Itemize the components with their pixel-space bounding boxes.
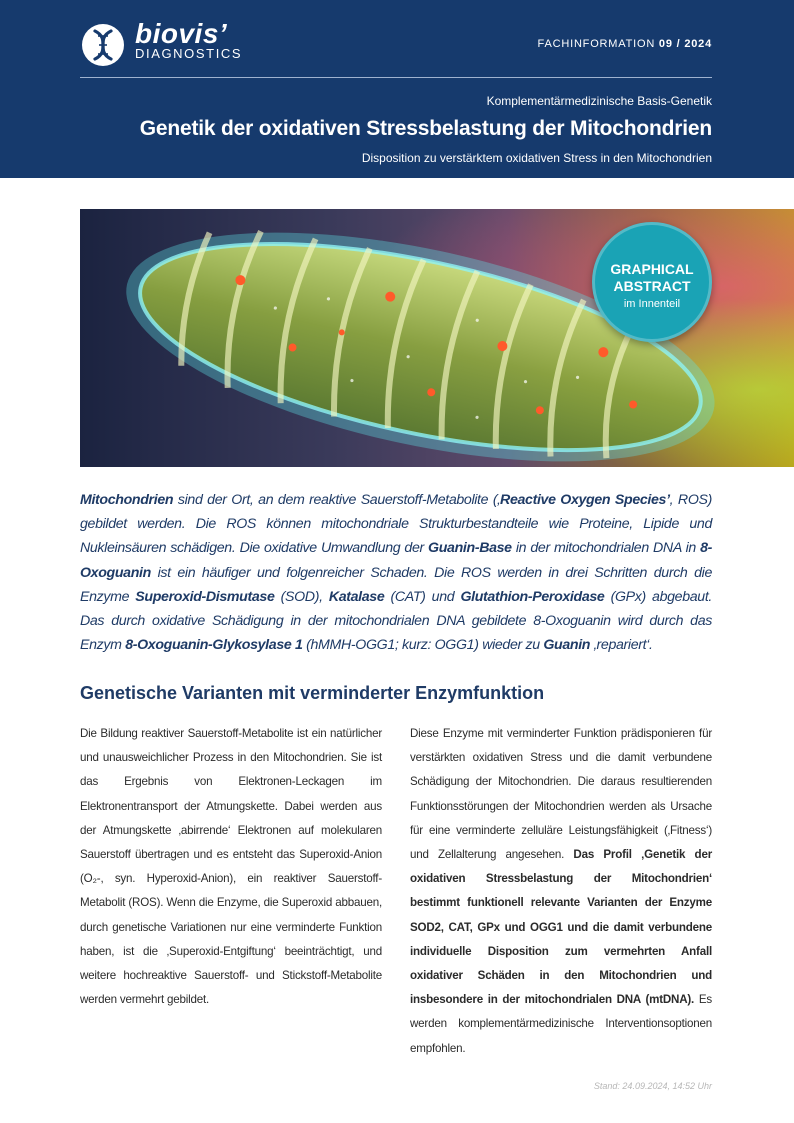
intro-run: ist ein häufiger und folgenreicher Schaden. Die ROS werden in drei Schritten durch die Enzyme xyxy=(80,564,712,605)
intro-run: Katalase xyxy=(328,588,385,605)
kicker: Komplementärmedizinische Basis-Genetik xyxy=(486,94,712,108)
biovis-logo-icon xyxy=(80,22,126,68)
header-divider xyxy=(80,77,712,78)
intro-run: in der mitochondrialen DNA in xyxy=(511,540,701,557)
section-heading: Genetische Varianten mit verminderter Enzymfunktion xyxy=(80,683,545,703)
col_right-run: Es werden komplementärmedizinische Interventionsoptionen empfohlen. xyxy=(410,993,712,1055)
badge-title xyxy=(595,261,709,295)
intro-run: 8-Oxoguanin-Glykosylase 1 xyxy=(125,637,303,654)
badge-line2: ABSTRACT xyxy=(613,278,691,294)
intro-run: Guanin xyxy=(543,637,591,654)
col_right-run: Das Profil ‚Genetik der oxidativen Stressbelastung der Mitochondrien‘ bestimmt funktionell relevante Varianten der Enzyme SOD2, CAT, GPx und OGG1 und die damit verbundene individuelle Disposition zum vermehrten Anfall oxidativer Schäden in den Mitochondrien und insbesondere in der mitochondrialen DNA (mtDNA). xyxy=(410,848,712,1007)
page-title: Genetik der oxidativen Stressbelastung der Mitochondrien xyxy=(139,117,712,140)
intro-run: Glutathion-Peroxidase xyxy=(460,588,605,605)
intro-run: Reactive Oxygen Species’ xyxy=(500,492,670,508)
intro-run: (hMMH-OGG1; kurz: OGG1) wieder zu xyxy=(302,637,544,654)
badge-line1: GRAPHICAL xyxy=(610,261,694,277)
graphical-abstract-badge xyxy=(592,222,712,342)
intro-run: Superoxid-Dismutase xyxy=(135,588,275,605)
fachinformation-label xyxy=(538,38,712,50)
intro-run: sind der Ort, an dem reaktive Sauerstoff-Metabolite (‚ xyxy=(173,492,501,508)
intro-paragraph xyxy=(80,488,712,657)
header-banner xyxy=(0,0,794,178)
intro-run: (SOD), xyxy=(274,588,329,605)
col_right-run: Diese Enzyme mit verminderter Funktion prädisponieren für verstärkten oxidativen Stress und die damit verbundene Schädigung der Mitochondrien. Die daraus resultierenden Funktionsstörungen der Mitochondrien werden als Ursache für eine verminderte zelluläre Leistungsfähigkeit (‚Fitness‘) und Zellalterung angesehen. xyxy=(410,727,712,862)
body-column-left xyxy=(80,722,382,1012)
col_left-run: Die Bildung reaktiver Sauerstoff-Metabolite ist ein natürlicher und unausweichlicher Prozess in den Mitochondrien. Sie ist das Ergebnis von Elektronen-Leckagen im Elektronentransport der Atmungskette. Dabei werden aus der Atmungskette ‚abirrende‘ Elektronen auf molekularen Sauerstoff übertragen und es entsteht das Superoxid-Anion (O₂-, syn. Hyperoxid-Anion), ein reaktiver Sauerstoff-Metabolit (ROS). Wenn die Enzyme, die Superoxid abbauen, durch genetische Variationen nur eine verminderte Funktion haben, ist die ‚Superoxid-Entgiftung‘ beeinträchtigt, und weitere hochreaktive Sauerstoff- und Stickstoff-Metabolite werden vermehrt gebildet. xyxy=(80,727,382,1007)
intro-run: (CAT) und xyxy=(384,588,461,605)
badge-subtitle: im Innenteil xyxy=(623,298,681,310)
intro-run: (GPx) abgebaut. Das durch oxidative Schädigung in der mitochondrialen DNA gebildete 8-Oxoguanin wird durch das Enzym xyxy=(80,588,712,654)
brand-name: biovis’ xyxy=(135,18,228,49)
intro-run: , ROS) gebildet werden. Die ROS können mitochondriale Strukturbestandteile wie Proteine, Lipide und Nukleinsäuren schädigen. Die oxidative Umwandlung der xyxy=(80,492,712,557)
fachinfo-prefix: FACHINFORMATION xyxy=(537,38,656,50)
intro-run: Guanin-Base xyxy=(428,540,512,557)
page-subtitle: Disposition zu verstärktem oxidativen Stress in den Mitochondrien xyxy=(361,151,712,165)
intro-run: Mitochondrien xyxy=(80,492,174,508)
fachinfo-number: 09 / 2024 xyxy=(658,38,712,50)
intro-run: 8-Oxoguanin xyxy=(80,540,712,581)
body-column-right xyxy=(410,722,712,1061)
brand-subline: DIAGNOSTICS xyxy=(135,46,243,61)
stand-timestamp: Stand: 24.09.2024, 14:52 Uhr xyxy=(593,1081,712,1091)
intro-run: ‚repariert‘. xyxy=(590,637,653,654)
